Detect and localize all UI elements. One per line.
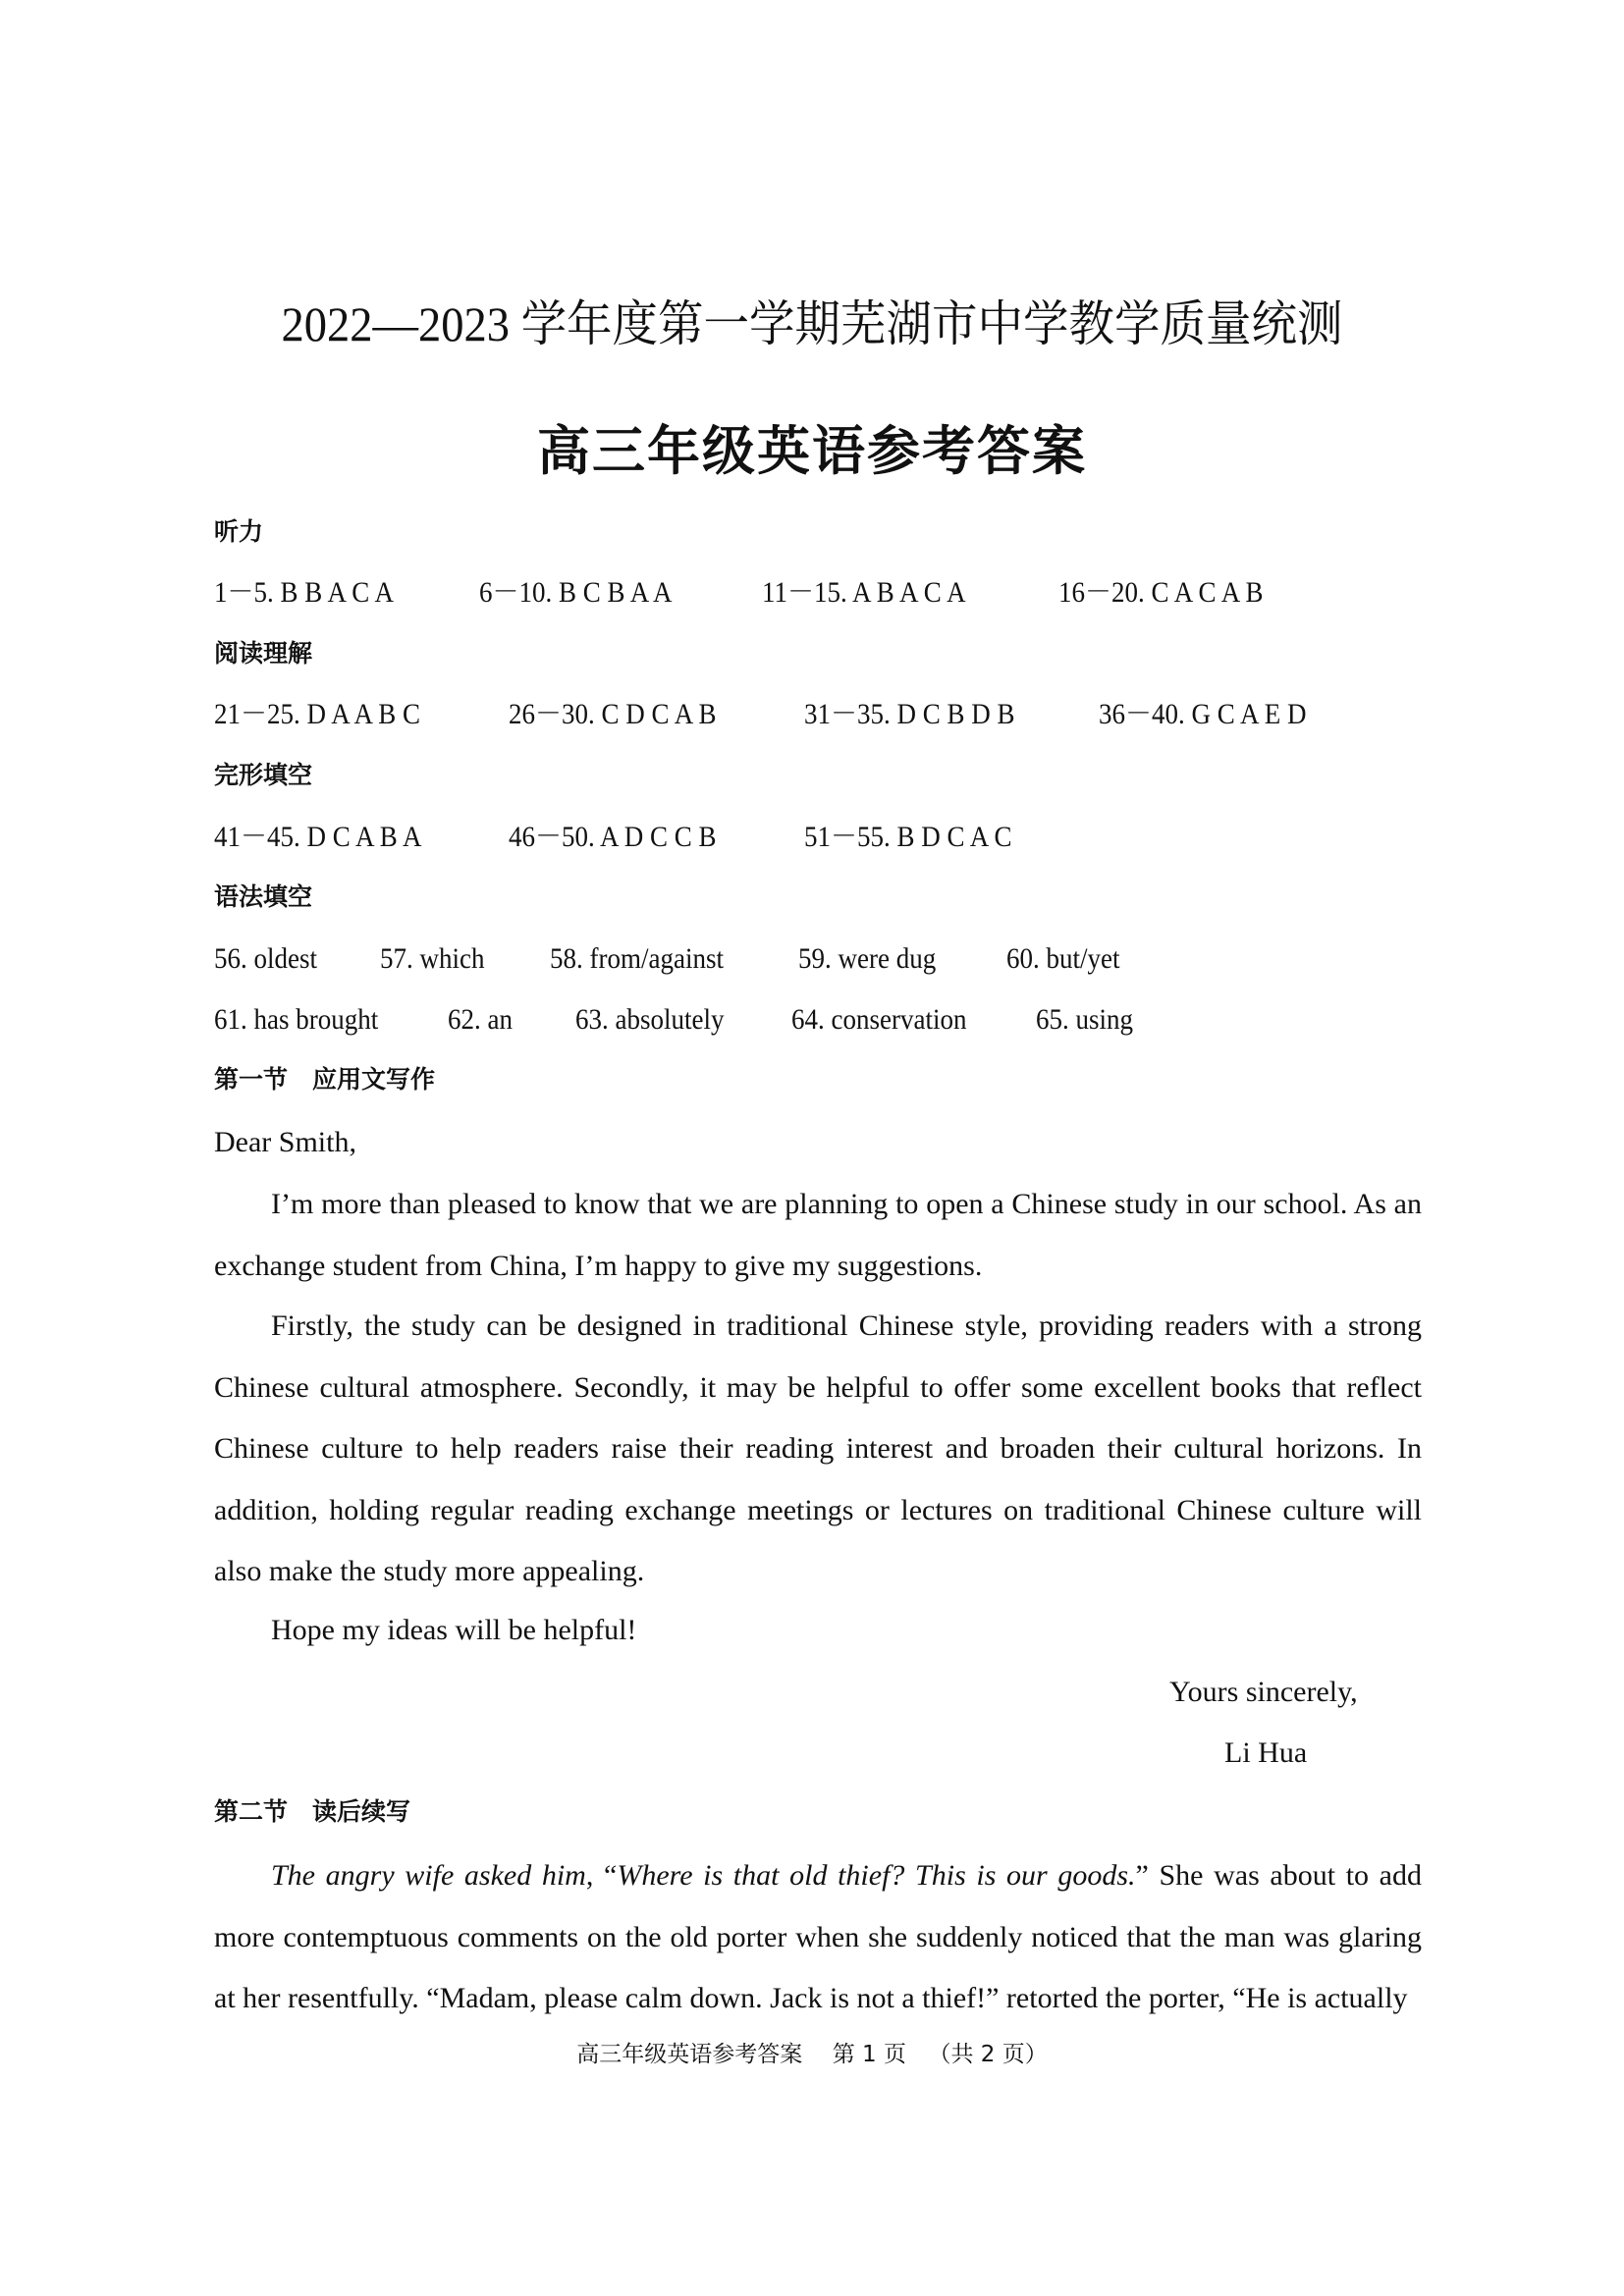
answer-item: 64. conservation bbox=[791, 1003, 967, 1036]
letter-paragraph bbox=[214, 1174, 1422, 1297]
footer-page-number: 第 1 页 bbox=[832, 2042, 906, 2067]
section-heading-writing-2: 第二节 读后续写 bbox=[214, 1797, 411, 1826]
answer-item: 61. has brought bbox=[214, 1003, 379, 1036]
answer-group: 6－10. B C B A A bbox=[479, 576, 673, 609]
answer-item: 58. from/against bbox=[550, 942, 724, 975]
grammar-answers-row-1 bbox=[0, 941, 1624, 977]
answer-item: 60. but/yet bbox=[1006, 942, 1120, 975]
answer-group: 26－30. C D C A B bbox=[509, 698, 717, 730]
grammar-answers-row-2 bbox=[0, 1002, 1624, 1038]
answer-group: 1－5. B B A C A bbox=[214, 576, 395, 609]
letter-paragraph-text: Firstly, the study can be designed in traditional Chinese style, providing readers with a strong Chinese cultural atmosphere. Secondly, it may be helpful to offer some excellent books that reflect Chinese culture to help readers raise their reading interest and broaden their cultural horizons. In addition, holding regular reading exchange meetings or lectures on traditional Chinese culture will also make the study more appealing. bbox=[214, 1309, 1422, 1587]
cloze-answers-row bbox=[0, 820, 1624, 855]
letter-paragraph bbox=[214, 1600, 1422, 1662]
continuation-quote: Where is that old thief? This is our goods. bbox=[617, 1859, 1136, 1892]
footer-page-total: （共 2 页） bbox=[928, 2042, 1048, 2067]
letter-signature: Li Hua bbox=[1224, 1736, 1308, 1769]
letter-salutation: Dear Smith, bbox=[214, 1126, 356, 1158]
section-heading-writing-1: 第一节 应用文写作 bbox=[214, 1065, 436, 1094]
listening-answers-row bbox=[0, 575, 1624, 611]
answer-group: 51－55. B D C A C bbox=[804, 821, 1012, 853]
answer-group: 36－40. G C A E D bbox=[1099, 698, 1307, 730]
continuation-opening: The angry wife asked him bbox=[271, 1859, 586, 1892]
letter-paragraph-text: I’m more than pleased to know that we are planning to open a Chinese study in our school. As an exchange student from China, I’m happy to give my suggestions. bbox=[214, 1188, 1422, 1282]
answer-group: 31－35. D C B D B bbox=[804, 698, 1015, 730]
letter-paragraph-text: Hope my ideas will be helpful! bbox=[271, 1614, 637, 1646]
document-title: 2022—2023 学年度第一学期芜湖市中学教学质量统测 bbox=[281, 296, 1343, 351]
letter-closing: Yours sincerely, bbox=[1169, 1676, 1358, 1708]
continuation-punct: , “ bbox=[585, 1859, 618, 1892]
answer-item: 59. were dug bbox=[798, 942, 937, 975]
document-subtitle: 高三年级英语参考答案 bbox=[537, 420, 1087, 482]
answer-item: 56. oldest bbox=[214, 942, 318, 975]
section-heading-listening: 听力 bbox=[214, 517, 264, 546]
answer-group: 11－15. A B A C A bbox=[762, 576, 966, 609]
letter-paragraph bbox=[214, 1296, 1422, 1603]
answer-item: 62. an bbox=[448, 1003, 513, 1036]
answer-group: 21－25. D A A B C bbox=[214, 698, 421, 730]
section-heading-cloze: 完形填空 bbox=[214, 761, 313, 789]
answer-item: 57. which bbox=[380, 942, 485, 975]
continuation-paragraph bbox=[214, 1845, 1422, 2030]
section-heading-grammar: 语法填空 bbox=[214, 882, 313, 911]
answer-item: 63. absolutely bbox=[575, 1003, 725, 1036]
section-heading-reading: 阅读理解 bbox=[214, 639, 313, 667]
reading-answers-row bbox=[0, 697, 1624, 732]
answer-group: 16－20. C A C A B bbox=[1058, 576, 1264, 609]
answer-item: 65. using bbox=[1036, 1003, 1134, 1036]
page-footer bbox=[0, 2040, 1624, 2069]
footer-title: 高三年级英语参考答案 bbox=[576, 2042, 803, 2067]
continuation-text: ” She was about to add more contemptuous comments on the old porter when she suddenly noticed that the man was glaring at her resentfully. “Madam, please calm down. Jack is not a thief!” retorted the porter, “He is actually bbox=[214, 1859, 1423, 2014]
answer-group: 41－45. D C A B A bbox=[214, 821, 422, 853]
answer-group: 46－50. A D C C B bbox=[509, 821, 717, 853]
